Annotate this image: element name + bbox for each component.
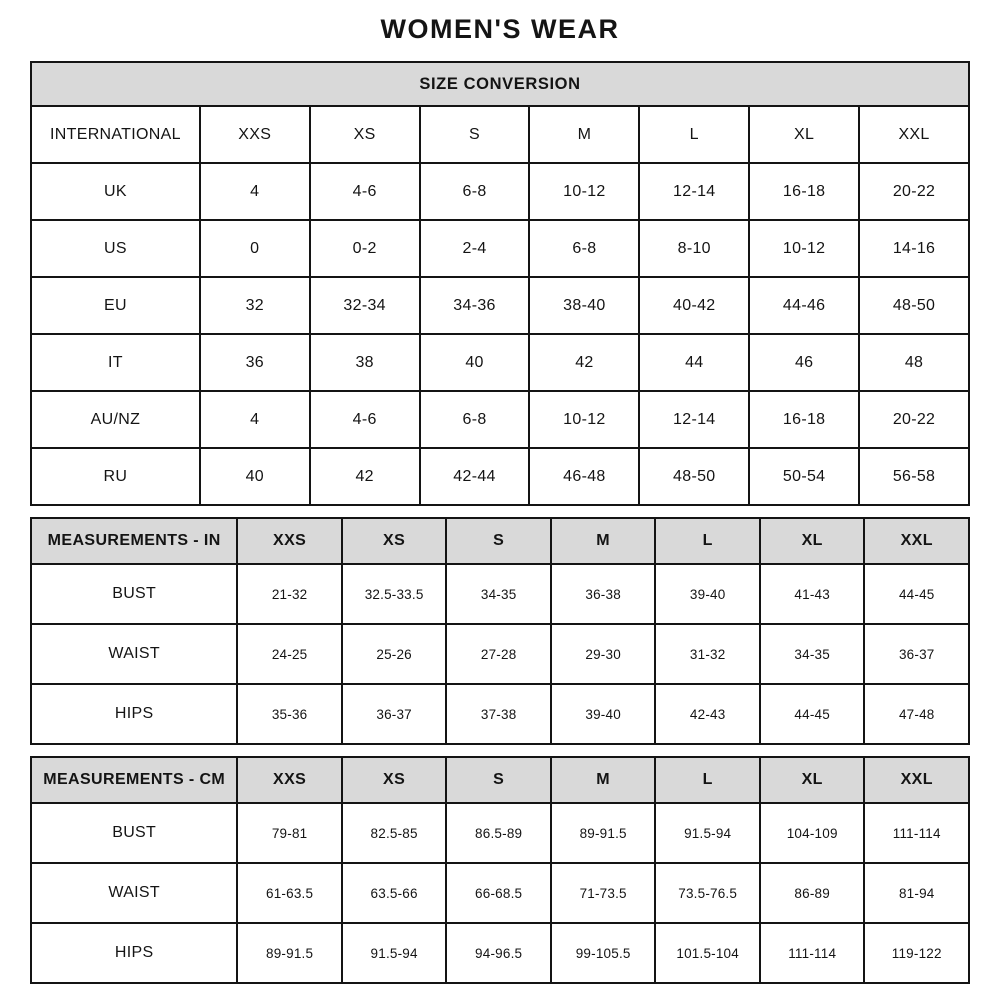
row-label: AU/NZ <box>31 391 200 448</box>
value-cell: 12-14 <box>639 163 749 220</box>
value-cell: 16-18 <box>749 391 859 448</box>
page-title: WOMEN'S WEAR <box>380 14 620 44</box>
table-row <box>31 684 969 744</box>
value-cell: 37-38 <box>446 684 551 744</box>
value-cell: 36-37 <box>342 684 447 744</box>
size-header-cell: M <box>551 518 656 564</box>
row-label: WAIST <box>31 863 237 923</box>
value-cell: 46 <box>749 334 859 391</box>
value-cell: 35-36 <box>237 684 342 744</box>
value-cell: 61-63.5 <box>237 863 342 923</box>
size-header-cell: XS <box>342 757 447 803</box>
value-cell: 89-91.5 <box>551 803 656 863</box>
value-cell: 24-25 <box>237 624 342 684</box>
value-cell: 79-81 <box>237 803 342 863</box>
measurements-cm-title: MEASUREMENTS - CM <box>31 757 237 803</box>
value-cell: 10-12 <box>749 220 859 277</box>
value-cell: 82.5-85 <box>342 803 447 863</box>
table-row <box>31 863 969 923</box>
value-cell: 40-42 <box>639 277 749 334</box>
value-cell: 31-32 <box>655 624 760 684</box>
value-cell: 10-12 <box>529 163 639 220</box>
value-cell: XS <box>310 106 420 163</box>
row-label: WAIST <box>31 624 237 684</box>
value-cell: 32-34 <box>310 277 420 334</box>
value-cell: 12-14 <box>639 391 749 448</box>
table-row <box>31 163 969 220</box>
value-cell: 71-73.5 <box>551 863 656 923</box>
size-header-cell: L <box>655 757 760 803</box>
value-cell: 50-54 <box>749 448 859 505</box>
value-cell: 39-40 <box>551 684 656 744</box>
value-cell: 0-2 <box>310 220 420 277</box>
value-cell: 29-30 <box>551 624 656 684</box>
size-header-cell: XXL <box>864 518 969 564</box>
row-label: UK <box>31 163 200 220</box>
value-cell: 32.5-33.5 <box>342 564 447 624</box>
value-cell: 66-68.5 <box>446 863 551 923</box>
size-header-cell: XXL <box>864 757 969 803</box>
value-cell: 36-38 <box>551 564 656 624</box>
value-cell: 40 <box>420 334 530 391</box>
value-cell: 111-114 <box>864 803 969 863</box>
size-conversion-table <box>30 61 970 506</box>
size-header-cell: XS <box>342 518 447 564</box>
value-cell: 47-48 <box>864 684 969 744</box>
table-row <box>31 106 969 163</box>
value-cell: 42 <box>310 448 420 505</box>
table-row <box>31 277 969 334</box>
value-cell: 42-43 <box>655 684 760 744</box>
value-cell: 34-36 <box>420 277 530 334</box>
value-cell: 111-114 <box>760 923 865 983</box>
size-header-cell: XXS <box>237 518 342 564</box>
value-cell: 48-50 <box>639 448 749 505</box>
value-cell: XL <box>749 106 859 163</box>
value-cell: 8-10 <box>639 220 749 277</box>
value-cell: 42 <box>529 334 639 391</box>
measurements-in-table <box>30 517 970 745</box>
value-cell: 46-48 <box>529 448 639 505</box>
table-row <box>31 624 969 684</box>
size-conversion-title: SIZE CONVERSION <box>31 62 969 106</box>
size-header-cell: XXS <box>237 757 342 803</box>
size-chart-page <box>30 0 970 984</box>
table-row <box>31 334 969 391</box>
value-cell: 38-40 <box>529 277 639 334</box>
value-cell: XXL <box>859 106 969 163</box>
value-cell: 2-4 <box>420 220 530 277</box>
value-cell: 38 <box>310 334 420 391</box>
value-cell: 101.5-104 <box>655 923 760 983</box>
size-conversion-title-row <box>31 62 969 106</box>
value-cell: 36-37 <box>864 624 969 684</box>
value-cell: 104-109 <box>760 803 865 863</box>
value-cell: 91.5-94 <box>655 803 760 863</box>
value-cell: XXS <box>200 106 310 163</box>
value-cell: 10-12 <box>529 391 639 448</box>
value-cell: 94-96.5 <box>446 923 551 983</box>
value-cell: 20-22 <box>859 163 969 220</box>
value-cell: 91.5-94 <box>342 923 447 983</box>
value-cell: 48-50 <box>859 277 969 334</box>
value-cell: 86.5-89 <box>446 803 551 863</box>
value-cell: 6-8 <box>420 163 530 220</box>
row-label: IT <box>31 334 200 391</box>
table-row <box>31 564 969 624</box>
value-cell: 56-58 <box>859 448 969 505</box>
value-cell: 81-94 <box>864 863 969 923</box>
table-row <box>31 803 969 863</box>
value-cell: 86-89 <box>760 863 865 923</box>
measurements-cm-table <box>30 756 970 984</box>
row-label: RU <box>31 448 200 505</box>
value-cell: 42-44 <box>420 448 530 505</box>
size-header-cell: XL <box>760 518 865 564</box>
value-cell: 99-105.5 <box>551 923 656 983</box>
value-cell: 4-6 <box>310 391 420 448</box>
value-cell: 40 <box>200 448 310 505</box>
size-header-cell: S <box>446 518 551 564</box>
value-cell: 34-35 <box>760 624 865 684</box>
size-header-cell: M <box>551 757 656 803</box>
value-cell: L <box>639 106 749 163</box>
value-cell: 44-45 <box>760 684 865 744</box>
value-cell: 89-91.5 <box>237 923 342 983</box>
value-cell: 4 <box>200 391 310 448</box>
row-label: EU <box>31 277 200 334</box>
measurements-in-title: MEASUREMENTS - IN <box>31 518 237 564</box>
value-cell: 21-32 <box>237 564 342 624</box>
measurements-in-header-row <box>31 518 969 564</box>
value-cell: 36 <box>200 334 310 391</box>
row-label: HIPS <box>31 684 237 744</box>
measurements-cm-header-row <box>31 757 969 803</box>
value-cell: 119-122 <box>864 923 969 983</box>
value-cell: S <box>420 106 530 163</box>
row-label: BUST <box>31 803 237 863</box>
value-cell: 32 <box>200 277 310 334</box>
size-header-cell: S <box>446 757 551 803</box>
value-cell: 41-43 <box>760 564 865 624</box>
value-cell: 48 <box>859 334 969 391</box>
value-cell: 16-18 <box>749 163 859 220</box>
size-header-cell: XL <box>760 757 865 803</box>
row-label: INTERNATIONAL <box>31 106 200 163</box>
value-cell: 4-6 <box>310 163 420 220</box>
value-cell: 44-45 <box>864 564 969 624</box>
table-row <box>31 220 969 277</box>
value-cell: 14-16 <box>859 220 969 277</box>
table-row <box>31 391 969 448</box>
value-cell: 44 <box>639 334 749 391</box>
value-cell: 63.5-66 <box>342 863 447 923</box>
value-cell: M <box>529 106 639 163</box>
value-cell: 39-40 <box>655 564 760 624</box>
row-label: US <box>31 220 200 277</box>
value-cell: 44-46 <box>749 277 859 334</box>
value-cell: 25-26 <box>342 624 447 684</box>
value-cell: 34-35 <box>446 564 551 624</box>
value-cell: 4 <box>200 163 310 220</box>
value-cell: 73.5-76.5 <box>655 863 760 923</box>
table-row <box>31 923 969 983</box>
row-label: BUST <box>31 564 237 624</box>
value-cell: 27-28 <box>446 624 551 684</box>
table-row <box>31 448 969 505</box>
value-cell: 20-22 <box>859 391 969 448</box>
row-label: HIPS <box>31 923 237 983</box>
size-header-cell: L <box>655 518 760 564</box>
value-cell: 6-8 <box>529 220 639 277</box>
value-cell: 6-8 <box>420 391 530 448</box>
value-cell: 0 <box>200 220 310 277</box>
